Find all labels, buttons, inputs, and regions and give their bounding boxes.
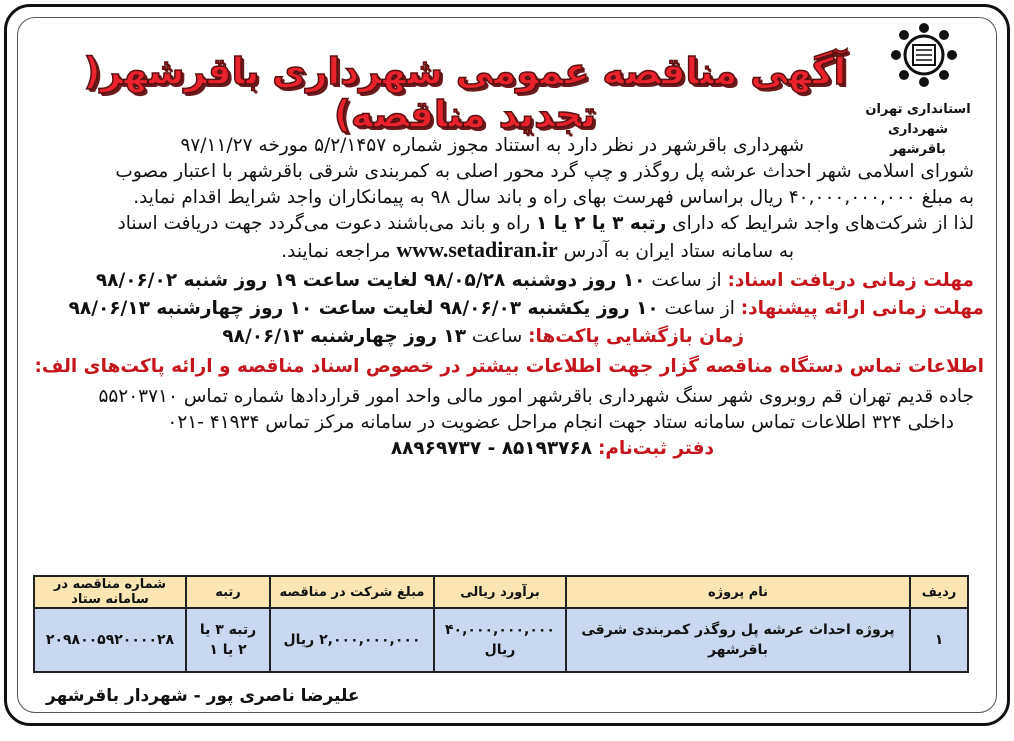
setadiran-link[interactable]: www.setadiran.ir: [396, 237, 558, 262]
row-grade-1: رتبه ۳ یا: [199, 622, 257, 638]
registration-office-phones: ۸۵۱۹۳۷۶۸ - ۸۸۹۶۹۷۳۷: [390, 438, 593, 459]
org-line-1: استانداری تهران: [865, 102, 971, 117]
mayor-signature: علیرضا ناصری پور - شهردار باقرشهر: [46, 686, 360, 706]
table-header: نام پروژه: [566, 576, 910, 608]
contact-line-1: جاده قدیم تهران قم روبروی شهر سنگ شهرداری باقرشهر امور مالی واحد امور قراردادها شماره تماس ۵۵۲۰۳۷۱۰: [98, 386, 974, 407]
contact-line-2: داخلی ۳۲۴ اطلاعات تماس سامانه ستاد جهت انجام مراحل عضویت در سامانه مرکز تماس ۴۱۹۳۴ -۰۲۱: [167, 412, 954, 433]
intro-line-1: شهرداری باقرشهر در نظر دارد به استناد مجوز شماره ۵/۲/۱۴۵۷ مورخه ۹۷/۱۱/۲۷: [180, 135, 804, 156]
grade-requirement: رتبه ۳ یا ۲ یا ۱: [536, 213, 667, 234]
intro-line-5-b: مراجعه نمایند.: [281, 241, 391, 262]
intro-line-4-c: راه و باند می‌باشند دعوت می‌گردد جهت دریافت اسناد: [117, 213, 531, 234]
table-row: [34, 608, 968, 672]
row-tender-number: ۲۰۹۸۰۰۵۹۲۰۰۰۰۲۸: [34, 608, 186, 672]
doc-deadline-label: مهلت زمانی دریافت اسناد:: [727, 270, 974, 291]
notice-title: آگهی مناقصه عمومی شهرداری باقرشهر( تجدید مناقصه): [83, 50, 847, 136]
bid-deadline: [18, 296, 984, 321]
intro-line-5-a: به سامانه ستاد ایران به آدرس: [563, 241, 794, 262]
opening-time-label: زمان بازگشایی پاکت‌ها:: [528, 326, 744, 347]
opening-time-b: ۱۳ روز چهارشنبه ۹۸/۰۶/۱۳: [222, 326, 466, 347]
intro-line-4-a: لذا از شرکت‌های واجد شرایط که دارای: [672, 213, 974, 234]
table-header: مبلغ شرکت در مناقصه: [270, 576, 434, 608]
contact-heading: اطلاعات تماس دستگاه مناقصه گزار جهت اطلاعات بیشتر در خصوص اسناد مناقصه و ارائه پاکت‌های الف:: [34, 356, 984, 377]
table-header-row: [34, 576, 968, 608]
intro-line-2: شورای اسلامی شهر احداث عرشه پل روگذر و چپ گرد محور اصلی به کمربندی شرقی باقرشهر با اعتبار مصوب: [115, 161, 974, 182]
row-project: پروژه احداث عرشه پل روگذر کمربندی شرقی باقرشهر: [566, 608, 910, 672]
registration-office: [18, 436, 714, 461]
row-estimate: ۴۰,۰۰۰,۰۰۰,۰۰۰ ریال: [434, 608, 566, 672]
registration-office-label: دفتر ثبت‌نام:: [597, 438, 714, 459]
doc-deadline: [18, 268, 974, 293]
intro-line-5: [18, 237, 794, 264]
bid-deadline-b: ۱۰ روز یکشنبه ۹۸/۰۶/۰۳ لغایت ساعت ۱۰ روز چهارشنبه ۹۸/۰۶/۱۳: [68, 298, 659, 319]
bid-deadline-a: از ساعت: [664, 298, 735, 319]
row-grade: [186, 608, 270, 672]
row-index: ۱: [910, 608, 968, 672]
tender-table: [33, 575, 969, 673]
bid-deadline-label: مهلت زمانی ارائه پیشنهاد:: [740, 298, 984, 319]
municipality-emblem-icon: [882, 20, 966, 90]
doc-deadline-a: از ساعت: [651, 270, 722, 291]
row-grade-2: ۲ یا ۱: [209, 642, 247, 658]
opening-time: [18, 324, 744, 349]
table-header: رتبه: [186, 576, 270, 608]
organization-name: [858, 100, 978, 160]
org-line-2: شهرداری باقرشهر: [888, 122, 948, 157]
intro-line-3: به مبلغ ۴۰,۰۰۰,۰۰۰,۰۰۰ ریال براساس فهرست بهای راه و باند سال ۹۸ به پیمانکاران واجد شرایط اقدام نماید.: [133, 187, 974, 208]
table-header: ردیف: [910, 576, 968, 608]
intro-line-4: [18, 211, 974, 236]
opening-time-a: ساعت: [471, 326, 523, 347]
table-header: شماره مناقصه در سامانه ستاد: [34, 576, 186, 608]
doc-deadline-b: ۱۰ روز دوشنبه ۹۸/۰۵/۲۸ لغایت ساعت ۱۹ روز شنبه ۹۸/۰۶/۰۲: [95, 270, 646, 291]
row-deposit: ۲,۰۰۰,۰۰۰,۰۰۰ ریال: [270, 608, 434, 672]
table-header: برآورد ریالی: [434, 576, 566, 608]
